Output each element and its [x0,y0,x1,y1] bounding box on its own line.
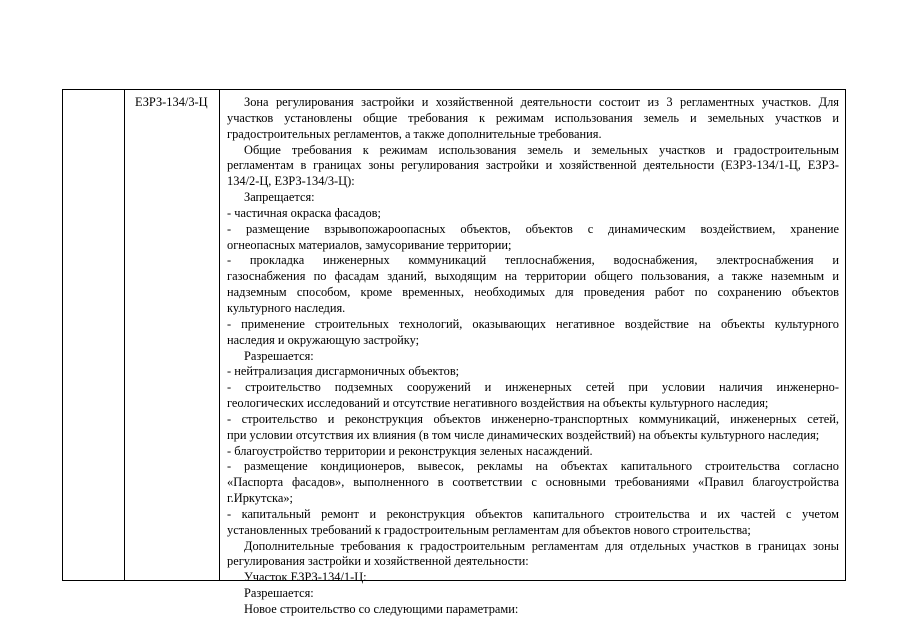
text-line: - прокладка инженерных коммуникаций теплоснабжения, водоснабжения, электроснабжения и [227,253,839,268]
text-line: установленных требований к градостроительным регламентам для объектов нового строительства; [227,522,751,537]
text-line: Новое строительство со следующими параметрами: [244,602,519,616]
paragraph [227,586,839,602]
text-line: - нейтрализация дисгармоничных объектов; [227,364,460,379]
text-line: «Паспорта фасадов», выполненного в соответствии с основными требованиями «Правил благоустройства [227,475,839,490]
text-line: Общие требования к режимам использования земель и земельных участков и градостроительным [244,142,839,157]
text-line: культурного наследия. [227,300,346,315]
paragraph [227,253,839,316]
paragraph [227,95,839,143]
text-line: при условии отсутствия их влияния (в том числе динамических воздействий) на объекты культурного наследия; [227,427,820,442]
text-line: - размещение кондиционеров, вывесок, рекламы на объектах капитального строительства согласно [227,459,839,474]
text-line: - капитальный ремонт и реконструкция объектов капитального строительства и их частей с учетом [227,506,839,521]
text-line: г.Иркутска»; [227,491,293,506]
paragraph [227,206,839,222]
text-line: регламентам в границах зоны регулирования застройки и хозяйственной деятельности (ЕЗРЗ-134/1-Ц, ЕЗРЗ- [227,158,839,173]
text-line: Разрешается: [244,348,314,363]
paragraph [227,349,839,365]
text-line: наследия и окружающую застройку; [227,332,420,347]
text-line: - частичная окраска фасадов; [227,205,381,220]
text-line: Запрещается: [244,190,315,205]
paragraph [227,570,839,586]
zone-code: ЕЗРЗ-134/3-Ц [135,95,208,109]
paragraph [227,412,839,444]
zone-code-cell [125,90,220,580]
paragraph [227,444,839,460]
paragraph [227,317,839,349]
text-line: Разрешается: [244,586,314,601]
paragraph [227,143,839,191]
paragraph [227,539,839,571]
text-line: Участок ЕЗРЗ-134/1-Ц: [244,570,367,585]
text-line: газоснабжения по фасадам зданий, выходящим на территории общего пользования, а также наземным и [227,269,839,284]
text-line: - применение строительных технологий, оказывающих негативное воздействие на объекты культурного [227,316,839,331]
document-table [62,89,846,616]
text-line: градостроительных регламентов, а также дополнительные требования. [227,126,602,141]
zone-description-cell [220,90,845,616]
paragraph [227,602,839,618]
paragraph [227,459,839,507]
text-line: Зона регулирования застройки и хозяйственной деятельности состоит из 3 регламентных участков. Для [244,95,839,109]
text-line: геологических исследований и отсутствие негативного воздействия на объекты культурного наследия; [227,396,769,411]
paragraph [227,190,839,206]
text-line: - строительство подземных сооружений и инженерных сетей при условии наличия инженерно- [227,380,839,395]
text-line: 134/2-Ц, ЕЗРЗ-134/3-Ц): [227,174,355,189]
table-cell-number [63,90,125,580]
text-line: - благоустройство территории и реконструкция зеленых насаждений. [227,443,593,458]
paragraph [227,364,839,380]
text-line: - строительство и реконструкция объектов инженерно-транспортных коммуникаций, инженерных сетей, [227,411,839,426]
text-line: надземным способом, кроме временных, необходимых для проведения работ по сохранению объектов [227,285,839,300]
paragraph [227,380,839,412]
text-line: - размещение взрывопожароопасных объектов, объектов с динамическим воздействием, хранение [227,221,839,236]
paragraph [227,507,839,539]
text-line: Дополнительные требования к градостроительным регламентам для отдельных участков в границах зоны [244,538,839,553]
text-line: регулирования застройки и хозяйственной деятельности: [227,554,529,569]
paragraph [227,222,839,254]
text-line: участков установлены общие требования к режимам использования земель и земельных участков и [227,110,839,125]
text-line: огнеопасных материалов, замусоривание территории; [227,237,512,252]
